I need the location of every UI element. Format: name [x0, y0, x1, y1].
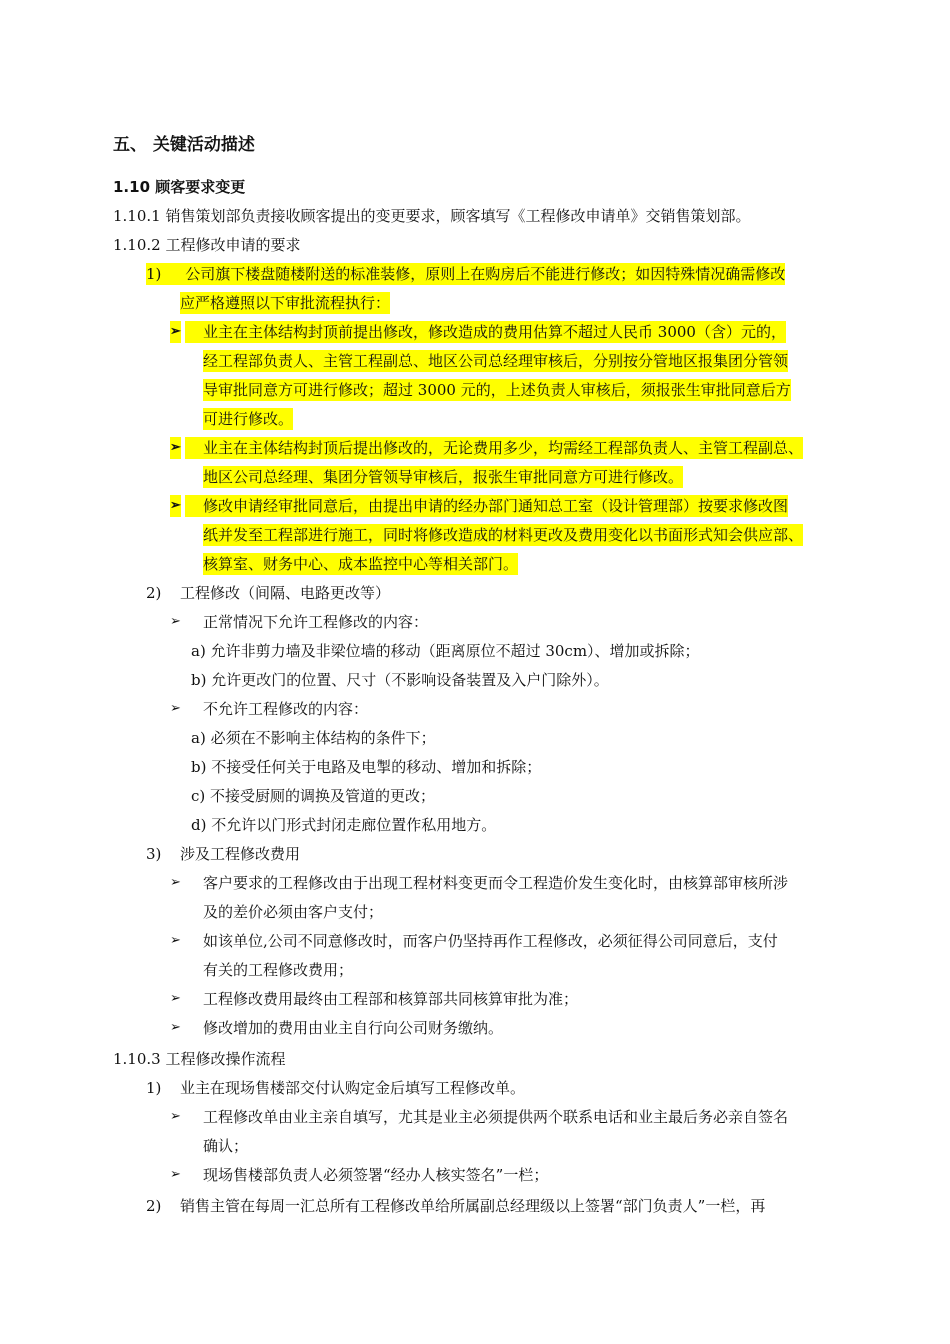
p3-bullet-4: 修改增加的费用由业主自行向公司财务缴纳。 [203, 1019, 504, 1037]
step-1-title: 业主在现场售楼部交付认购定金后填写工程修改单。 [180, 1079, 526, 1097]
arrow-bullet-icon: ➢ [170, 321, 181, 343]
arrow-bullet-icon: ➢ [170, 437, 181, 459]
step-2-number: 2) [146, 1197, 162, 1215]
step-2-title: 销售主管在每周一汇总所有工程修改单给所属副总经理级以上签署“部门负责人”一栏，再 [180, 1197, 766, 1215]
p1-bullet-1-line-4: 可进行修改。 [203, 410, 294, 428]
subsection-title-1-10: 1.10 顾客要求变更 [113, 178, 246, 196]
point-number: 1) [146, 265, 162, 283]
p3-bullet-2-line-1: 如该单位,公司不同意修改时，而客户仍坚持再作工程修改，必须征得公司同意后，支付 [203, 932, 778, 950]
p2-bullet-1-b: b) 允许更改门的位置、尺寸（不影响设备装置及入户门除外）。 [191, 671, 609, 689]
p1-bullet-1-line-1: 业主在主体结构封顶前提出修改，修改造成的费用估算不超过人民币 3000（含）元的， [185, 321, 786, 343]
p1-bullet-1-line-3: 导审批同意方可进行修改；超过 3000 元的，上述负责人审核后，须报张生审批同意后方 [203, 381, 791, 399]
point-2-title: 工程修改（间隔、电路更改等） [180, 584, 391, 602]
q1-bullet-1-line-1: 工程修改单由业主亲自填写，尤其是业主必须提供两个联系电话和业主最后务必亲自签名 [203, 1108, 789, 1126]
arrow-bullet-icon: ➢ [170, 991, 181, 1006]
arrow-bullet-icon: ➢ [170, 1167, 181, 1182]
arrow-bullet-icon: ➢ [170, 875, 181, 890]
clause-1-10-3: 1.10.3 工程修改操作流程 [113, 1050, 286, 1068]
p2-bullet-2-d: d) 不允许以门形式封闭走廊位置作私用地方。 [191, 816, 497, 834]
p1-bullet-3-line-3: 核算室、财务中心、成本监控中心等相关部门。 [203, 555, 519, 573]
point-1-line-2: 应严格遵照以下审批流程执行： [180, 294, 391, 312]
clause-1-10-2: 1.10.2 工程修改申请的要求 [113, 236, 301, 254]
p2-bullet-2-a: a) 必须在不影响主体结构的条件下； [191, 729, 436, 747]
p3-bullet-2-line-2: 有关的工程修改费用； [203, 961, 354, 979]
arrow-bullet-icon: ➢ [170, 701, 181, 716]
p2-bullet-2: 不允许工程修改的内容： [203, 700, 369, 718]
p2-bullet-2-b: b) 不接受任何关于电路及电掣的移动、增加和拆除； [191, 758, 542, 776]
point-text: 公司旗下楼盘随楼附送的标准装修，原则上在购房后不能进行修改；如因特殊情况确需修改 [185, 265, 786, 283]
clause-1-10-1: 1.10.1 销售策划部负责接收顾客提出的变更要求，顾客填写《工程修改申请单》交销售策划部。 [113, 207, 751, 225]
p1-bullet-2-line-1: 业主在主体结构封顶后提出修改的，无论费用多少，均需经工程部负责人、主管工程副总、 [185, 437, 803, 459]
q1-bullet-1-line-2: 确认； [203, 1137, 249, 1155]
step-1-number: 1) [146, 1079, 162, 1097]
point-1-line-1 [146, 263, 785, 285]
point-3-number: 3) [146, 845, 162, 863]
p3-bullet-1-line-2: 及的差价必须由客户支付； [203, 903, 384, 921]
q1-bullet-2: 现场售楼部负责人必须签署“经办人核实签名”一栏； [203, 1166, 549, 1184]
p1-bullet-1-line-2: 经工程部负责人、主管工程副总、地区公司总经理审核后，分别按分管地区报集团分管领 [203, 352, 789, 370]
p3-bullet-1-line-1: 客户要求的工程修改由于出现工程材料变更而令工程造价发生变化时，由核算部审核所涉 [203, 874, 789, 892]
p1-bullet-2-line-2: 地区公司总经理、集团分管领导审核后，报张生审批同意方可进行修改。 [203, 468, 684, 486]
p2-bullet-2-c: c) 不接受厨厕的调换及管道的更改； [191, 787, 436, 805]
arrow-bullet-icon: ➢ [170, 1020, 181, 1035]
p1-bullet-3-line-1: 修改申请经审批同意后，由提出申请的经办部门通知总工室（设计管理部）按要求修改图 [185, 495, 788, 517]
arrow-bullet-icon: ➢ [170, 614, 181, 629]
p1-bullet-3-line-2: 纸并发至工程部进行施工，同时将修改造成的材料更改及费用变化以书面形式知会供应部、 [203, 526, 804, 544]
p2-bullet-1: 正常情况下允许工程修改的内容： [203, 613, 429, 631]
p3-bullet-3: 工程修改费用最终由工程部和核算部共同核算审批为准； [203, 990, 579, 1008]
section-title: 五、 关键活动描述 [113, 135, 255, 155]
arrow-bullet-icon: ➢ [170, 1109, 181, 1124]
arrow-bullet-icon: ➢ [170, 495, 181, 517]
point-2-number: 2) [146, 584, 162, 602]
p2-bullet-1-a: a) 允许非剪力墙及非梁位墙的移动（距离原位不超过 30cm）、增加或拆除； [191, 642, 700, 660]
arrow-bullet-icon: ➢ [170, 933, 181, 948]
point-3-title: 涉及工程修改费用 [180, 845, 301, 863]
